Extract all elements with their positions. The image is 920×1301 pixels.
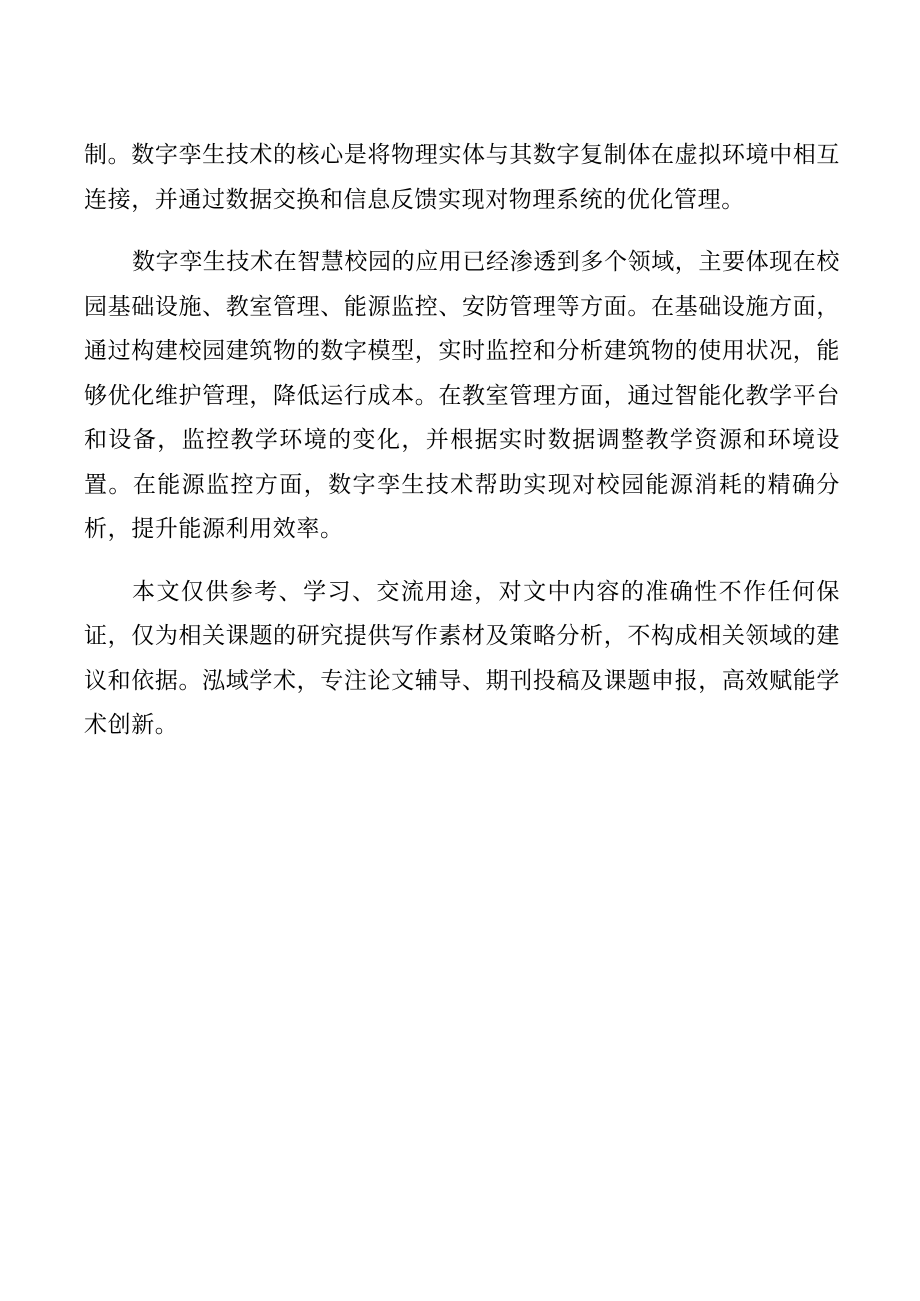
paragraph-continuation: 制。数字孪生技术的核心是将物理实体与其数字复制体在虚拟环境中相互连接，并通过数据交换和信息反馈实现对物理系统的优化管理。 — [84, 142, 840, 213]
paragraph-disclaimer: 本文仅供参考、学习、交流用途，对文中内容的准确性不作任何保证，仅为相关课题的研究提供写作素材及策略分析，不构成相关领域的建议和依据。泓域学术，专注论文辅导、期刊投稿及课题申报，高效赋能学术创新。 — [84, 578, 840, 738]
paragraph-digital-twin-applications: 数字孪生技术在智慧校园的应用已经渗透到多个领域，主要体现在校园基础设施、教室管理、能源监控、安防管理等方面。在基础设施方面，通过构建校园建筑物的数字模型，实时监控和分析建筑物的使用状况，能够优化维护管理，降低运行成本。在教室管理方面，通过智能化教学平台和设备，监控教学环境的变化，并根据实时数据调整教学资源和环境设置。在能源监控方面，数字孪生技术帮助实现对校园能源消耗的精确分析，提升能源利用效率。 — [84, 249, 840, 542]
document-body — [84, 133, 840, 766]
